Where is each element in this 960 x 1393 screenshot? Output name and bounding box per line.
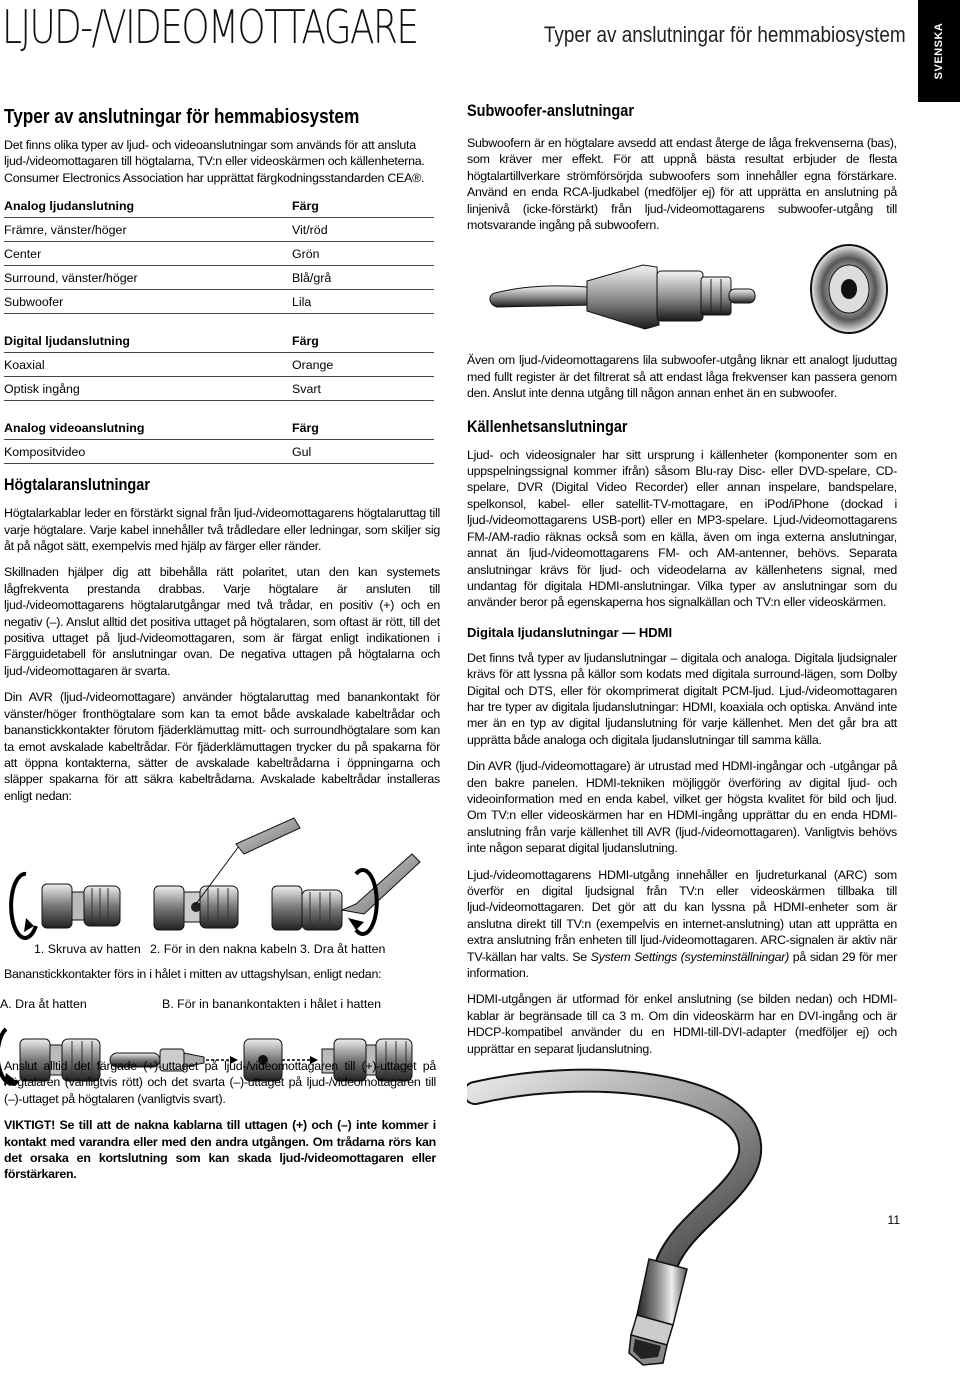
source-devices-paragraph: Ljud- och videosignaler har sitt ursprung i källenheter (komponenter som en uppspelningssignal kommer ifrån) såsom Blu-ray Disc- eller DVD-spelare, CD-spelare, DVR (Digital Video Recorder) eller annan inspelare, bandspelare, spelkonsol, kabel- eller satellit-TV-mottagare, en iPod/iPhone (dockad i ljud-/videomottagarens USB-port) eller en MP3-spelare. Ljud-/videomottagarens FM-/AM-radio räknas också som en källa, även om inga externa anslutningar, annat än ljud-/videomottagarens FM- och AM-antenner, behövs. Separata anslutningar krävs för ljud- och videodelarna av källenhetens signal, med undantag för digitala HDMI-anslutningar. Vilka typer av anslutningar som du använder beror på egenskaperna hos signalkällan och TV:n eller videoskärmen.: [467, 447, 897, 610]
table-header-color: Färg: [292, 194, 434, 218]
table-cell: Surround, vänster/höger: [4, 266, 292, 290]
table-cell: Center: [4, 242, 292, 266]
speaker-paragraph-1: Högtalarkablar leder en förstärkt signal från ljud-/videomottagarens högtalaruttag till varje högtalare. Varje kabel innehåller två trådledare eller ledningar, som skiljer sig åt på något sätt, exempelvis med hjälp av färger eller ränder.: [4, 506, 440, 554]
page-header-title: LJUD-/VIDEOMOTTAGARE: [2, 0, 418, 54]
subwoofer-paragraph-2: Även om ljud-/videomottagarens lila subwoofer-utgång liknar ett analogt ljuduttag med fullt register är det filtrerat så att endast låga frekvenser kan passera genom den. Anslut inte denna utgång till någon annan enhet än en subwoofer.: [467, 353, 897, 401]
table-cell: Orange: [292, 353, 434, 377]
table-row: [4, 218, 434, 242]
hdmi-paragraph-2: Din AVR (ljud-/videomottagare) är utrustad med HDMI-ingångar och -utgångar på den bakre panelen. HDMI-tekniken möjliggör överföring av digital ljud- och videoinformation med en enda kabel, vilket ger högsta kvalitet för bild och ljud. Om TV:n eller videoskärmen har en HDMI-ingång upprättar du en enda HDMI-anslutning från varje källenhet till AVR (ljud-/videomottagaren). Vanligtvis behövs inte någon separat digital ljudanslutning.: [467, 759, 897, 856]
table-cell: Gul: [292, 440, 434, 464]
language-tab-label: SVENSKA: [933, 22, 945, 80]
digital-audio-table: [4, 329, 434, 401]
table-cell: Vit/röd: [292, 218, 434, 242]
hdmi-p3-text-end: på sidan 29 för mer information.: [467, 949, 897, 981]
right-column: [467, 102, 897, 1393]
banana-caption-b: B. För in banankontakten i hålet i hatten: [162, 996, 382, 1011]
table-header-color: Färg: [292, 416, 434, 440]
subwoofer-paragraph-1: Subwoofern är en högtalare avsedd att endast återge de låga frekvenserna (bas), som kräver mer effekt. För att uppnå bästa resultat erbjuder de flesta högtalartillverkare strömförsörjda subwoofers som innehåller egna förstärkare. Använd en enda RCA-ljudkabel (medföljer ej) för att upprätta en anslutning på linjenivå (icke-förstärkt) från ljud-/videomottagarens subwoofer-utgång till motsvarande ingång på subwoofern.: [467, 136, 897, 233]
speaker-paragraph-3: Din AVR (ljud-/videomottagare) använder högtalaruttag med banankontakt för vänster/höger fronthögtalare som kan ta emot både avskalade kabeltrådar och bananstickkontakter förutom fjäderklämuttag mitt- och surroundhögtalare som kan ta emot avskalade kabeltrådar. För fjäderklämuttagen trycker du på spakarna för att öppna kontakterna, sätter de avskalade kabeltrådarna i öppningarna och släpper spakarna för att säkra kabeltrådarna. Avskalade kabeltrådar installeras enligt nedan:: [4, 690, 440, 803]
table-cell: Koaxial: [4, 353, 292, 377]
table-row: [4, 290, 434, 314]
intro-paragraph: Det finns olika typer av ljud- och videoanslutningar som används för att ansluta ljud-/videomottagaren till högtalarna, TV:n eller videoskärmen och källenheterna. Consumer Electronics Association har upprättat färgkodningsstandarden CEA®.: [4, 138, 425, 185]
speaker-paragraph-2: Skillnaden hjälper dig att bibehålla rätt polaritet, utan den kan systemets lågfrekventa prestanda drabbas. Varje högtalare är ansluten till ljud-/videomottagarens högtalarutgångar med två trådar, en positiv (+) och en negativ (–). Anslut alltid det positiva uttaget på högtalaren, som oftast är rött, till det positiva uttaget på ljud-/videomottagaren, som är färgat enligt indikationen i Färgguidetabell för anslutningar ovan. De negativa uttagen på högtalarna och ljud-/videomottagaren är svarta.: [4, 565, 440, 678]
section-heading-speaker-connections: Högtalaranslutningar: [4, 476, 151, 495]
table-row: [4, 266, 434, 290]
hdmi-p3-text: Ljud-/videomottagarens HDMI-utgång innehåller en ljudreturkanal (ARC) som överför en digital ljudsignal från TV:n eller videoskärmen tillbaka till ljud-/videomottagaren. Det gör att du kan lyssna på HDMI-enheter som är anslutna direkt till TV:n (exempelvis en internet-anslutning) utan att upprätta en extra anslutning från enheten till ljud-/videomottagaren. ARC-signalen är aktiv när TV-källan har valts. Se: [467, 867, 897, 964]
table-cell: Optisk ingång: [4, 377, 292, 401]
table-cell: Blå/grå: [292, 266, 434, 290]
table-row: [4, 353, 434, 377]
section-heading-source-devices: Källenhetsanslutningar: [467, 417, 628, 436]
table-header-row: [4, 329, 434, 353]
hdmi-cable-illustration: [467, 1063, 897, 1393]
hdmi-paragraph-4: HDMI-utgången är utformad för enkel anslutning (se bilden nedan) och HDMI-kablar är begränsade till ca 3 m. Om din videoskärm har en DVI-ingång och är HDCP-kompatibel använder du en HDMI-till-DVI-adapter (medföljer ej) och upprättar en separat ljudanslutning.: [467, 992, 897, 1056]
section-heading-subwoofer: Subwoofer-anslutningar: [467, 102, 634, 120]
footer-notes: [4, 1058, 436, 1183]
table-header-color: Färg: [292, 329, 434, 353]
table-cell: Grön: [292, 242, 434, 266]
polarity-note: Anslut alltid det färgade (+)-uttaget på ljud-/videomottagaren till (+)-uttaget på högtalaren (vanligtvis rött) och det svarta (–)-uttaget på ljud-/videomottagaren till (–)-uttaget på högtalaren (vanligtvis svart).: [4, 1059, 436, 1106]
table-cell: Lila: [292, 290, 434, 314]
hdmi-paragraph-3: [467, 867, 897, 982]
binding-post-step1-graphic: [11, 874, 120, 938]
banana-caption-a: A. Dra åt hatten: [0, 996, 87, 1011]
binding-post-step3-graphic: [272, 854, 420, 934]
table-cell: Kompositvideo: [4, 440, 292, 464]
warning-note: VIKTIGT! Se till att de nakna kablarna till uttagen (+) och (–) inte kommer i kontakt med varandra eller med den andra utgången. Om trådarna rörs kan det orsaka en kortslutning som kan skada ljud-/videomottagaren eller förstärkaren.: [4, 1118, 436, 1182]
table-row: [4, 440, 434, 464]
step-caption-1: 1. Skruva av hatten: [34, 942, 141, 957]
section-heading-hdmi: Digitala ljudanslutningar — HDMI: [467, 624, 673, 640]
table-cell: Svart: [292, 377, 434, 401]
step-caption-2: 2. För in den nakna kabeln: [150, 942, 297, 957]
page-number: 11: [887, 1213, 900, 1227]
table-header-connection: Analog ljudanslutning: [4, 194, 292, 218]
table-header-connection: Digital ljudanslutning: [4, 329, 292, 353]
banana-step-captions: [0, 996, 440, 1019]
banana-plug-instructions: Bananstickkontakter förs in i hålet i mitten av uttagshylsan, enligt nedan:: [4, 967, 382, 982]
table-cell: Subwoofer: [4, 290, 292, 314]
section-heading-connection-types: Typer av anslutningar för hemmabiosystem: [4, 106, 360, 128]
rca-cable-illustration: [467, 235, 897, 340]
language-tab: [918, 0, 960, 102]
table-row: [4, 242, 434, 266]
hdmi-paragraph-1: Det finns två typer av ljudanslutningar – digitala och analoga. Digitala ljudsignaler krävs för att lyssna på källor som kodats med digitala surround-lägen, som Dolby Digital och DTS, eller för okomprimerat digitalt PCM-ljud. Ljud-/videomottagaren har tre typer av digitala ljudanslutningar: HDMI, koaxiala och optiska. Använd inte mer än en typ av digital ljudanslutning för varje källenhet. Men det går bra att upprätta både analoga och digitala ljudanslutningar till samma källa.: [467, 650, 897, 747]
system-settings-reference: System Settings (systeminställningar): [590, 949, 790, 964]
table-header-row: [4, 416, 434, 440]
left-column: [0, 106, 440, 1089]
analog-audio-table: [4, 194, 434, 314]
table-row: [4, 377, 434, 401]
analog-video-table: [4, 416, 434, 464]
table-header-connection: Analog videoanslutning: [4, 416, 292, 440]
binding-post-steps-illustration: [4, 814, 434, 942]
table-cell: Främre, vänster/höger: [4, 218, 292, 242]
page-header-subtitle: Typer av anslutningar för hemmabiosystem: [544, 22, 906, 47]
table-header-row: [4, 194, 434, 218]
step-caption-3: 3. Dra åt hatten: [300, 942, 386, 957]
step-captions: [4, 942, 440, 964]
